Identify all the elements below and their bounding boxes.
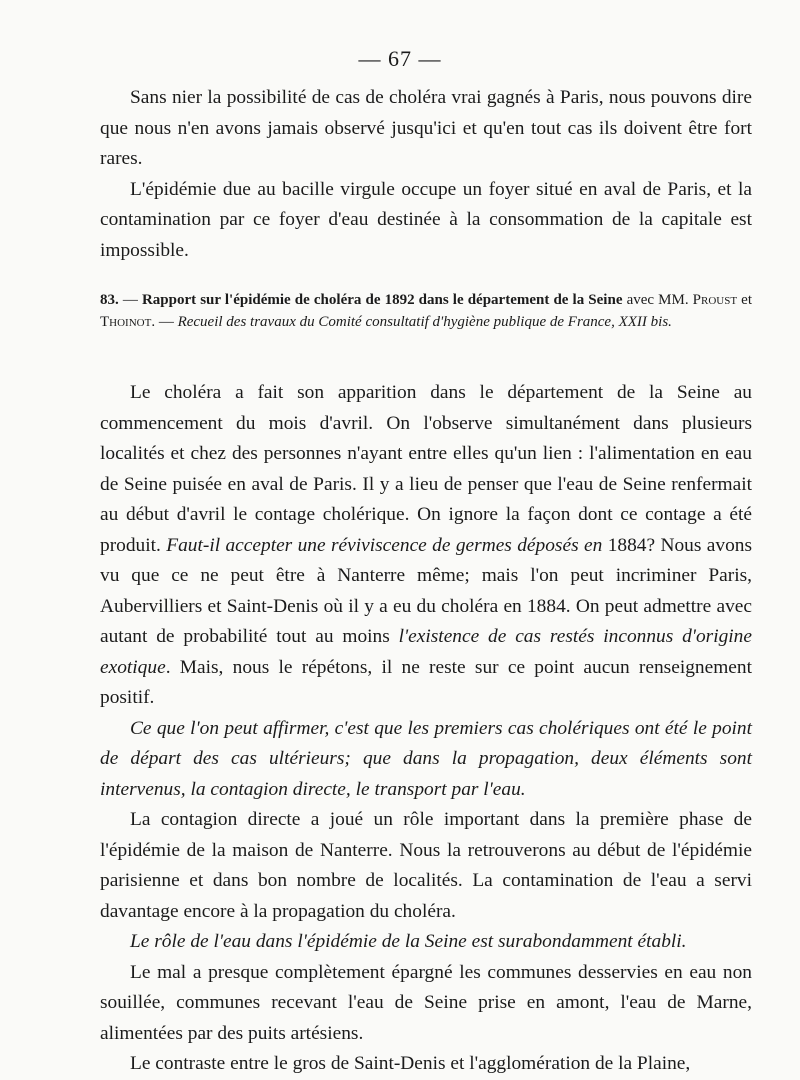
paragraph: Le contraste entre le gros de Saint-Denis et l'agglomération de la Plaine,	[130, 1053, 691, 1074]
intro-section	[100, 83, 752, 266]
italic-paragraph: Ce que l'on peut affirmer, c'est que les premiers cas cholériques ont été le point de départ des cas ultérieurs; que dans la propagation, deux éléments sont intervenus, la contagion directe, le transport par l'eau.	[100, 717, 752, 800]
journal-title: Recueil des travaux du Comité consultatif d'hygiène publique de France, XXII bis.	[177, 314, 672, 330]
reference-entry: 83. — Rapport sur l'épidémie de choléra de 1892 dans le département de la Seine avec MM. Proust et Thoinot. — Recueil des travaux du Comité consultatif d'hygiène publique de France, XXII bis.	[100, 292, 752, 330]
paragraph: L'épidémie due au bacille virgule occupe un foyer situé en aval de Paris, et la contamination par ce foyer d'eau destinée à la consommation de la capitale est impossible.	[100, 178, 752, 261]
page-number: — 67 —	[358, 46, 442, 71]
main-section	[100, 378, 752, 1080]
paragraph: Le mal a presque complètement épargné les communes desservies en eau non souillée, communes recevant l'eau de Seine prise en amont, l'eau de Marne, alimentées par des puits artésiens.	[100, 961, 752, 1044]
italic-phrase: l'existence de cas restés inconnus d'origine exotique	[100, 626, 752, 678]
paragraph: La contagion directe a joué un rôle important dans la première phase de l'épidémie de la maison de Nanterre. Nous la retrouverons au début de l'épidémie parisienne et dans bon nombre de localités. La contamination de l'eau a servi davantage encore à la propagation du choléra.	[100, 809, 752, 922]
author: Thoinot	[100, 314, 152, 330]
bibliographic-reference	[100, 289, 752, 333]
paragraph: Le choléra a fait son apparition dans le département de la Seine au commencement du mois d'avril. On l'observe simultanément dans plusieurs localités et chez des personnes n'ayant entre elles qu'un lien : l'alimentation en eau de Seine puisée en aval de Paris. Il y a lieu de penser que l'eau de Seine renfermait au début d'avril le contage cholérique. On ignore la façon dont ce contage a été produit. Faut-il accepter une réviviscence de germes déposés en 1884? Nous avons vu que ce ne peut être à Nanterre même; mais l'on peut incriminer Paris, Aubervilliers et Saint-Denis où il y a eu du choléra en 1884. On peut admettre avec autant de probabilité tout au moins l'existence de cas restés inconnus d'origine exotique. Mais, nous le répétons, il ne reste sur ce point aucun renseignement positif.	[100, 382, 753, 708]
paragraph: Sans nier la possibilité de cas de choléra vrai gagnés à Paris, nous pouvons dire que nous n'en avons jamais observé jusqu'ici et qu'en tout cas ils doivent être fort rares.	[100, 87, 752, 169]
italic-phrase: Faut-il accepter une réviviscence de germes déposés en	[166, 534, 603, 556]
italic-paragraph: Le rôle de l'eau dans l'épidémie de la Seine est surabondamment établi.	[130, 931, 687, 952]
author: Proust	[692, 292, 738, 308]
reference-title: Rapport sur l'épidémie de choléra de 1892 dans le département de la Seine	[141, 292, 623, 308]
reference-number: 83.	[100, 292, 119, 308]
